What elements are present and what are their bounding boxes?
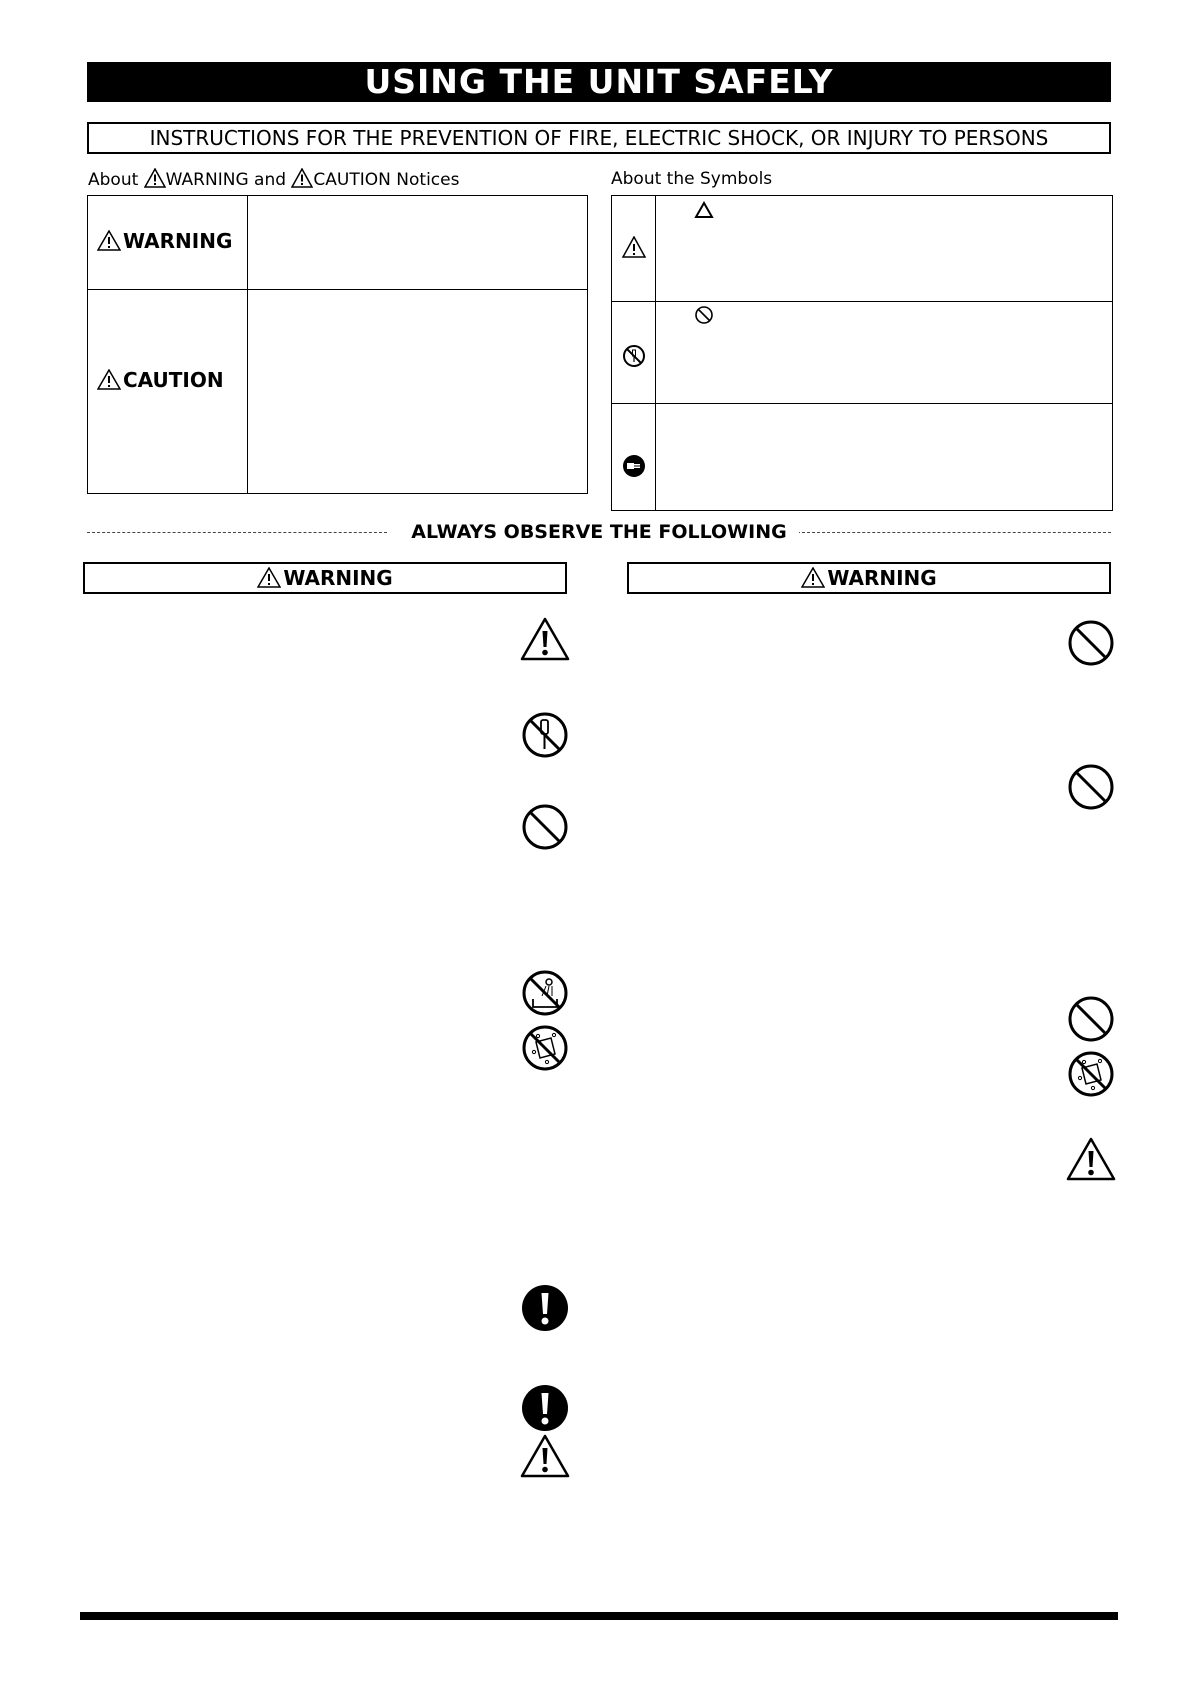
caution-triangle-icon — [1065, 1136, 1117, 1182]
caution-triangle-icon — [519, 1433, 571, 1479]
warning-triangle-icon — [257, 567, 281, 588]
caution-triangle-icon — [622, 236, 646, 258]
prohibited-icon — [521, 803, 569, 851]
no-water-icon — [521, 969, 569, 1017]
right-warning-header — [627, 562, 1111, 594]
left-warning-header-text: WARNING — [283, 566, 393, 590]
caution-label-text: CAUTION — [123, 368, 224, 392]
caption-notices: Notices — [396, 170, 460, 190]
warning-triangle-icon — [801, 567, 825, 588]
warning-label-text: WARNING — [123, 229, 233, 253]
symbols-table — [611, 195, 1113, 511]
no-disassemble-icon — [622, 344, 646, 368]
caption-caution: CAUTION — [313, 170, 391, 190]
mandatory-icon — [521, 1284, 569, 1332]
triangle-outline-icon — [694, 201, 714, 219]
right-warning-header-text: WARNING — [827, 566, 937, 590]
prohibited-icon — [1067, 763, 1115, 811]
warning-label — [97, 229, 232, 253]
left-warning-header — [83, 562, 567, 594]
always-observe-row — [87, 520, 1111, 544]
always-observe-heading: ALWAYS OBSERVE THE FOLLOWING — [87, 520, 1111, 544]
notices-table — [87, 195, 588, 494]
prohibited-icon — [694, 305, 714, 325]
caution-triangle-icon — [291, 168, 313, 188]
mandatory-icon — [521, 1384, 569, 1432]
page-subtitle: INSTRUCTIONS FOR THE PREVENTION OF FIRE, ELECTRIC SHOCK, OR INJURY TO PERSONS — [87, 122, 1111, 154]
page-title: USING THE UNIT SAFELY — [87, 62, 1111, 102]
notices-caption — [88, 168, 459, 191]
caution-label — [97, 368, 224, 392]
symbols-caption: About the Symbols — [611, 169, 773, 189]
caution-triangle-icon — [519, 616, 571, 662]
prohibited-icon — [1067, 995, 1115, 1043]
warning-triangle-icon — [97, 230, 121, 251]
prohibited-icon — [1067, 619, 1115, 667]
caution-triangle-icon — [97, 369, 121, 390]
no-disassemble-icon — [521, 711, 569, 759]
no-liquid-icon — [521, 1024, 569, 1072]
caption-warning: WARNING — [165, 170, 249, 190]
bottom-rule — [80, 1612, 1118, 1620]
no-liquid-icon — [1067, 1050, 1115, 1098]
unplug-icon — [622, 454, 646, 478]
caption-and: and — [254, 170, 287, 190]
caption-about: About — [88, 170, 139, 190]
warning-triangle-icon — [144, 168, 166, 188]
